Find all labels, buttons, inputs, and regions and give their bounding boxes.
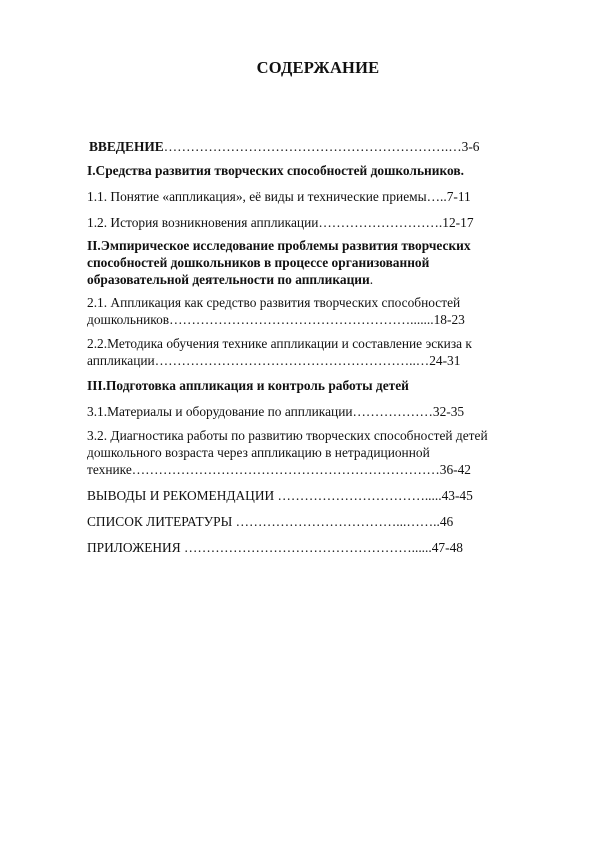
toc-section-3 bbox=[87, 377, 517, 394]
toc-section-2 bbox=[87, 237, 517, 288]
table-of-contents bbox=[87, 138, 517, 556]
toc-section-2-line-2: способностей дошкольников в процессе организованной bbox=[87, 255, 430, 270]
toc-entry-literature bbox=[87, 513, 517, 530]
toc-entry-intro bbox=[87, 138, 517, 155]
toc-literature-text: СПИСОК ЛИТЕРАТУРЫ ………………………………...……..46 bbox=[87, 514, 454, 529]
page-title: СОДЕРЖАНИЕ bbox=[256, 58, 380, 77]
toc-item-2-1-line-2: дошкольников……………………………………………….......18-23 bbox=[87, 312, 465, 327]
toc-item-1-2 bbox=[87, 214, 517, 231]
toc-intro-label: ВВЕДЕНИЕ bbox=[89, 139, 164, 154]
toc-intro-leader: ……………………………………………………….…3-6 bbox=[163, 139, 480, 154]
toc-section-2-line-1: II.Эмпирическое исследование проблемы развития творческих bbox=[87, 238, 471, 253]
toc-conclusions-text: ВЫВОДЫ И РЕКОМЕНДАЦИИ …………………………….....43-45 bbox=[87, 488, 473, 503]
toc-item-1-2-text: 1.2. История возникновения аппликации……………………….12-17 bbox=[87, 215, 474, 230]
toc-item-3-2-line-3: технике……………………………………………………………36-42 bbox=[87, 462, 471, 477]
toc-item-3-2-line-1: 3.2. Диагностика работы по развитию творческих способностей детей bbox=[87, 428, 488, 443]
toc-item-1-1-text: 1.1. Понятие «аппликация», её виды и технические приемы…..7-11 bbox=[87, 189, 471, 204]
toc-item-1-1 bbox=[87, 188, 517, 205]
toc-section-1 bbox=[87, 162, 517, 179]
toc-section-1-label: I.Средства развития творческих способностей дошкольников. bbox=[87, 163, 464, 178]
toc-item-3-1-text: 3.1.Материалы и оборудование по аппликации………………32-35 bbox=[87, 404, 465, 419]
toc-section-2-line-3: образовательной деятельности по аппликации bbox=[87, 272, 370, 287]
toc-item-2-2-line-1: 2.2.Методика обучения технике аппликации и составление эскиза к bbox=[87, 336, 472, 351]
toc-entry-conclusions bbox=[87, 487, 517, 504]
toc-section-2-tail: . bbox=[369, 272, 374, 287]
toc-section-3-label: III.Подготовка аппликация и контроль работы детей bbox=[87, 378, 409, 393]
toc-appendices-text: ПРИЛОЖЕНИЯ ……………………………………………......47-48 bbox=[87, 540, 463, 555]
toc-item-3-2-line-2: дошкольного возраста через аппликацию в нетрадиционной bbox=[87, 445, 430, 460]
toc-item-3-1 bbox=[87, 403, 517, 420]
toc-item-2-2 bbox=[87, 335, 517, 369]
toc-entry-appendices bbox=[87, 539, 517, 556]
toc-item-3-2 bbox=[87, 427, 517, 478]
toc-item-2-1 bbox=[87, 294, 517, 328]
toc-item-2-2-line-2: аппликации…………………………………………………..…24-31 bbox=[87, 353, 461, 368]
toc-section-2-line-3-wrap bbox=[87, 271, 517, 288]
toc-item-2-1-line-1: 2.1. Аппликация как средство развития творческих способностей bbox=[87, 295, 461, 310]
